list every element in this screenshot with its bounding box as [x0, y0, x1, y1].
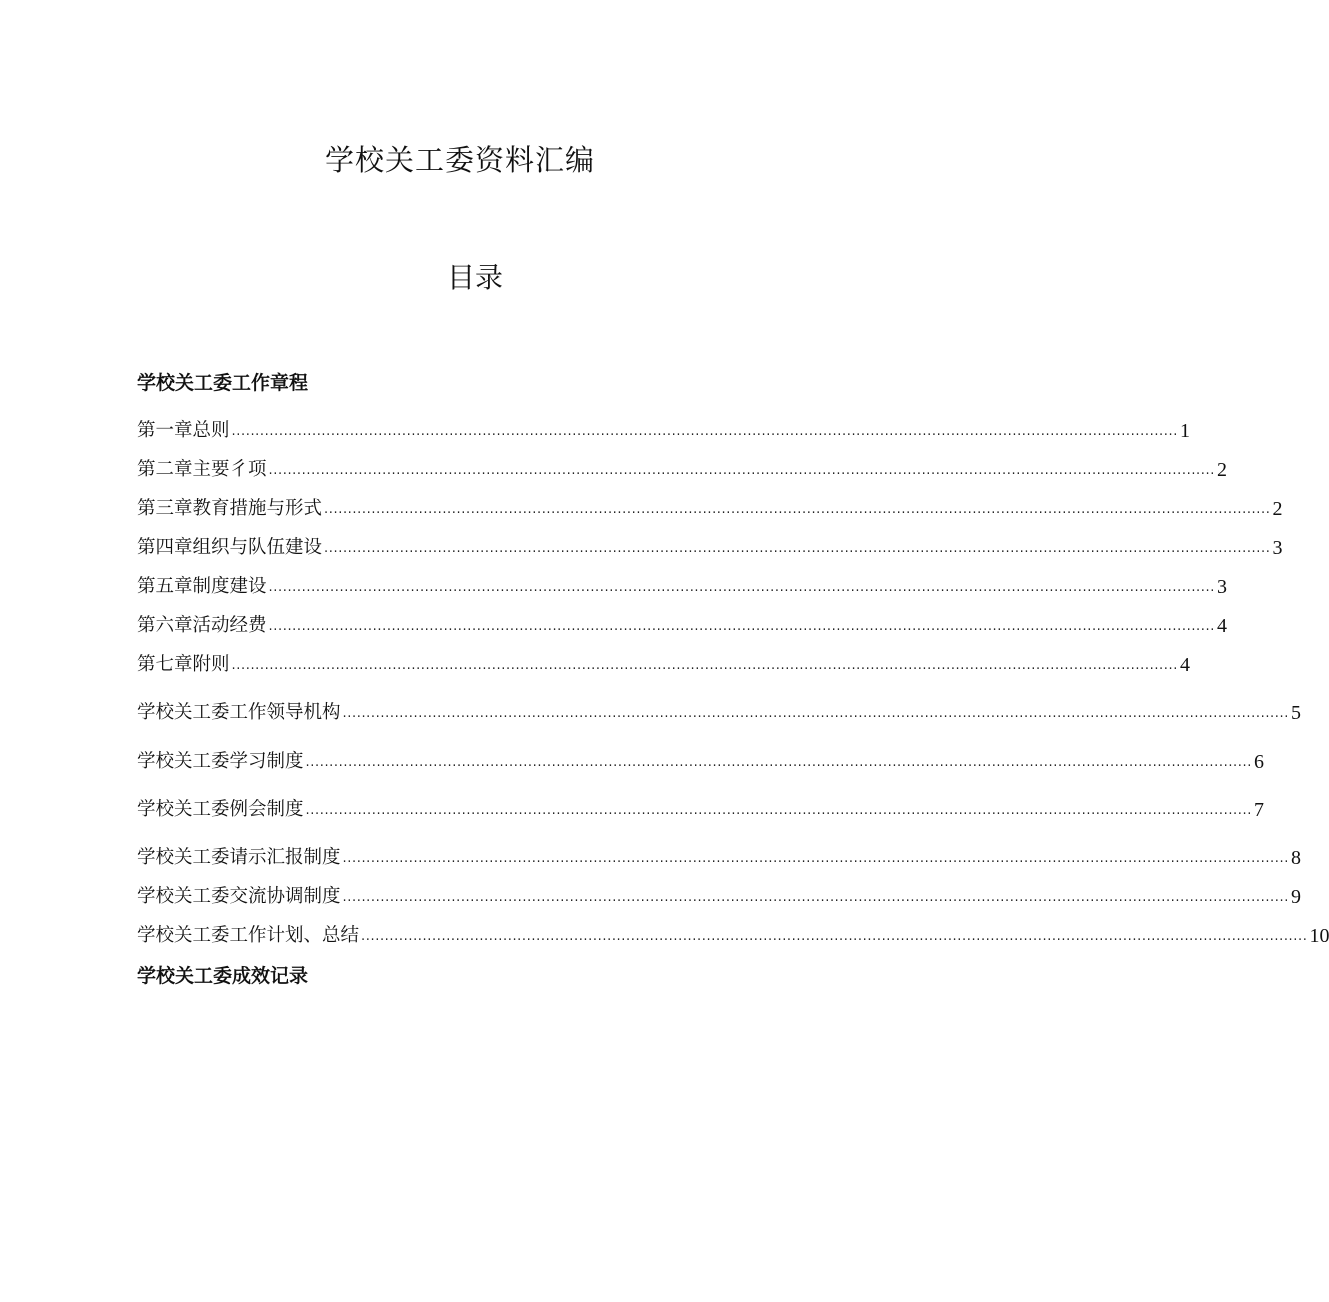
toc-entry-label: 第一章总则	[137, 420, 230, 441]
toc-entry-page: 5	[1290, 702, 1301, 724]
toc-entry-label: 第六章活动经费	[137, 615, 267, 636]
toc-entry-page: 9	[1290, 886, 1301, 908]
toc-entry-label: 学校关工委工作计划、总结	[137, 925, 360, 946]
toc-entry[interactable]	[137, 884, 1301, 910]
dot-leader: ........................................................................................................................................................................................................	[231, 658, 1178, 673]
dot-leader: ........................................................................................................................................................................................................	[361, 929, 1308, 944]
dot-leader: ........................................................................................................................................................................................................	[324, 502, 1271, 517]
dot-leader: ........................................................................................................................................................................................................	[342, 890, 1289, 905]
toc-entry[interactable]	[137, 496, 1283, 522]
toc-entry[interactable]	[137, 749, 1264, 775]
dot-leader: ........................................................................................................................................................................................................	[305, 803, 1252, 818]
toc-section-heading: 学校关工委工作章程	[137, 372, 309, 394]
toc-entry-label: 学校关工委请示汇报制度	[137, 847, 341, 868]
toc-entry[interactable]	[137, 535, 1283, 561]
toc-entry[interactable]	[137, 700, 1301, 726]
toc-entry[interactable]	[137, 923, 1329, 949]
toc-entry[interactable]	[137, 797, 1264, 823]
toc-entry-page: 2	[1272, 498, 1283, 520]
toc-entry[interactable]	[137, 652, 1190, 678]
dot-leader: ........................................................................................................................................................................................................	[268, 619, 1215, 634]
toc-entry-label: 学校关工委例会制度	[137, 799, 304, 820]
dot-leader: ........................................................................................................................................................................................................	[268, 463, 1215, 478]
toc-entry-page: 3	[1216, 576, 1227, 598]
dot-leader: ........................................................................................................................................................................................................	[268, 580, 1215, 595]
toc-entry-page: 2	[1216, 459, 1227, 481]
toc-entry-label: 第三章教育措施与形式	[137, 498, 323, 519]
dot-leader: ........................................................................................................................................................................................................	[324, 541, 1271, 556]
toc-entry-page: 8	[1290, 847, 1301, 869]
toc-entry[interactable]	[137, 457, 1227, 483]
document-title: 学校关工委资料汇编	[324, 143, 595, 177]
toc-entry-label: 学校关工委工作领导机构	[137, 702, 341, 723]
toc-heading: 目录	[446, 261, 503, 294]
toc-entry[interactable]	[137, 845, 1301, 871]
dot-leader: ........................................................................................................................................................................................................	[342, 851, 1289, 866]
dot-leader: ........................................................................................................................................................................................................	[342, 706, 1289, 721]
toc-entry-page: 7	[1253, 799, 1264, 821]
dot-leader: ........................................................................................................................................................................................................	[231, 424, 1178, 439]
toc-entry-label: 第七章附则	[137, 654, 230, 675]
toc-section-heading: 学校关工委成效记录	[137, 965, 309, 987]
toc-entry-label: 第五章制度建设	[137, 576, 267, 597]
toc-entry[interactable]	[137, 574, 1227, 600]
toc-entry-label: 第二章主要彳项	[137, 459, 267, 480]
toc-entry-page: 4	[1216, 615, 1227, 637]
toc-entry-page: 3	[1272, 537, 1283, 559]
toc-entry-label: 学校关工委交流协调制度	[137, 886, 341, 907]
toc-entry[interactable]	[137, 613, 1227, 639]
dot-leader: ........................................................................................................................................................................................................	[305, 755, 1252, 770]
toc-entry-page: 4	[1179, 654, 1190, 676]
toc-entry[interactable]	[137, 418, 1190, 444]
toc-entry-page: 1	[1179, 420, 1190, 442]
toc-entry-page: 6	[1253, 751, 1264, 773]
toc-entry-label: 第四章组织与队伍建设	[137, 537, 323, 558]
toc-entry-label: 学校关工委学习制度	[137, 751, 304, 772]
toc-entry-page: 10	[1309, 925, 1329, 947]
